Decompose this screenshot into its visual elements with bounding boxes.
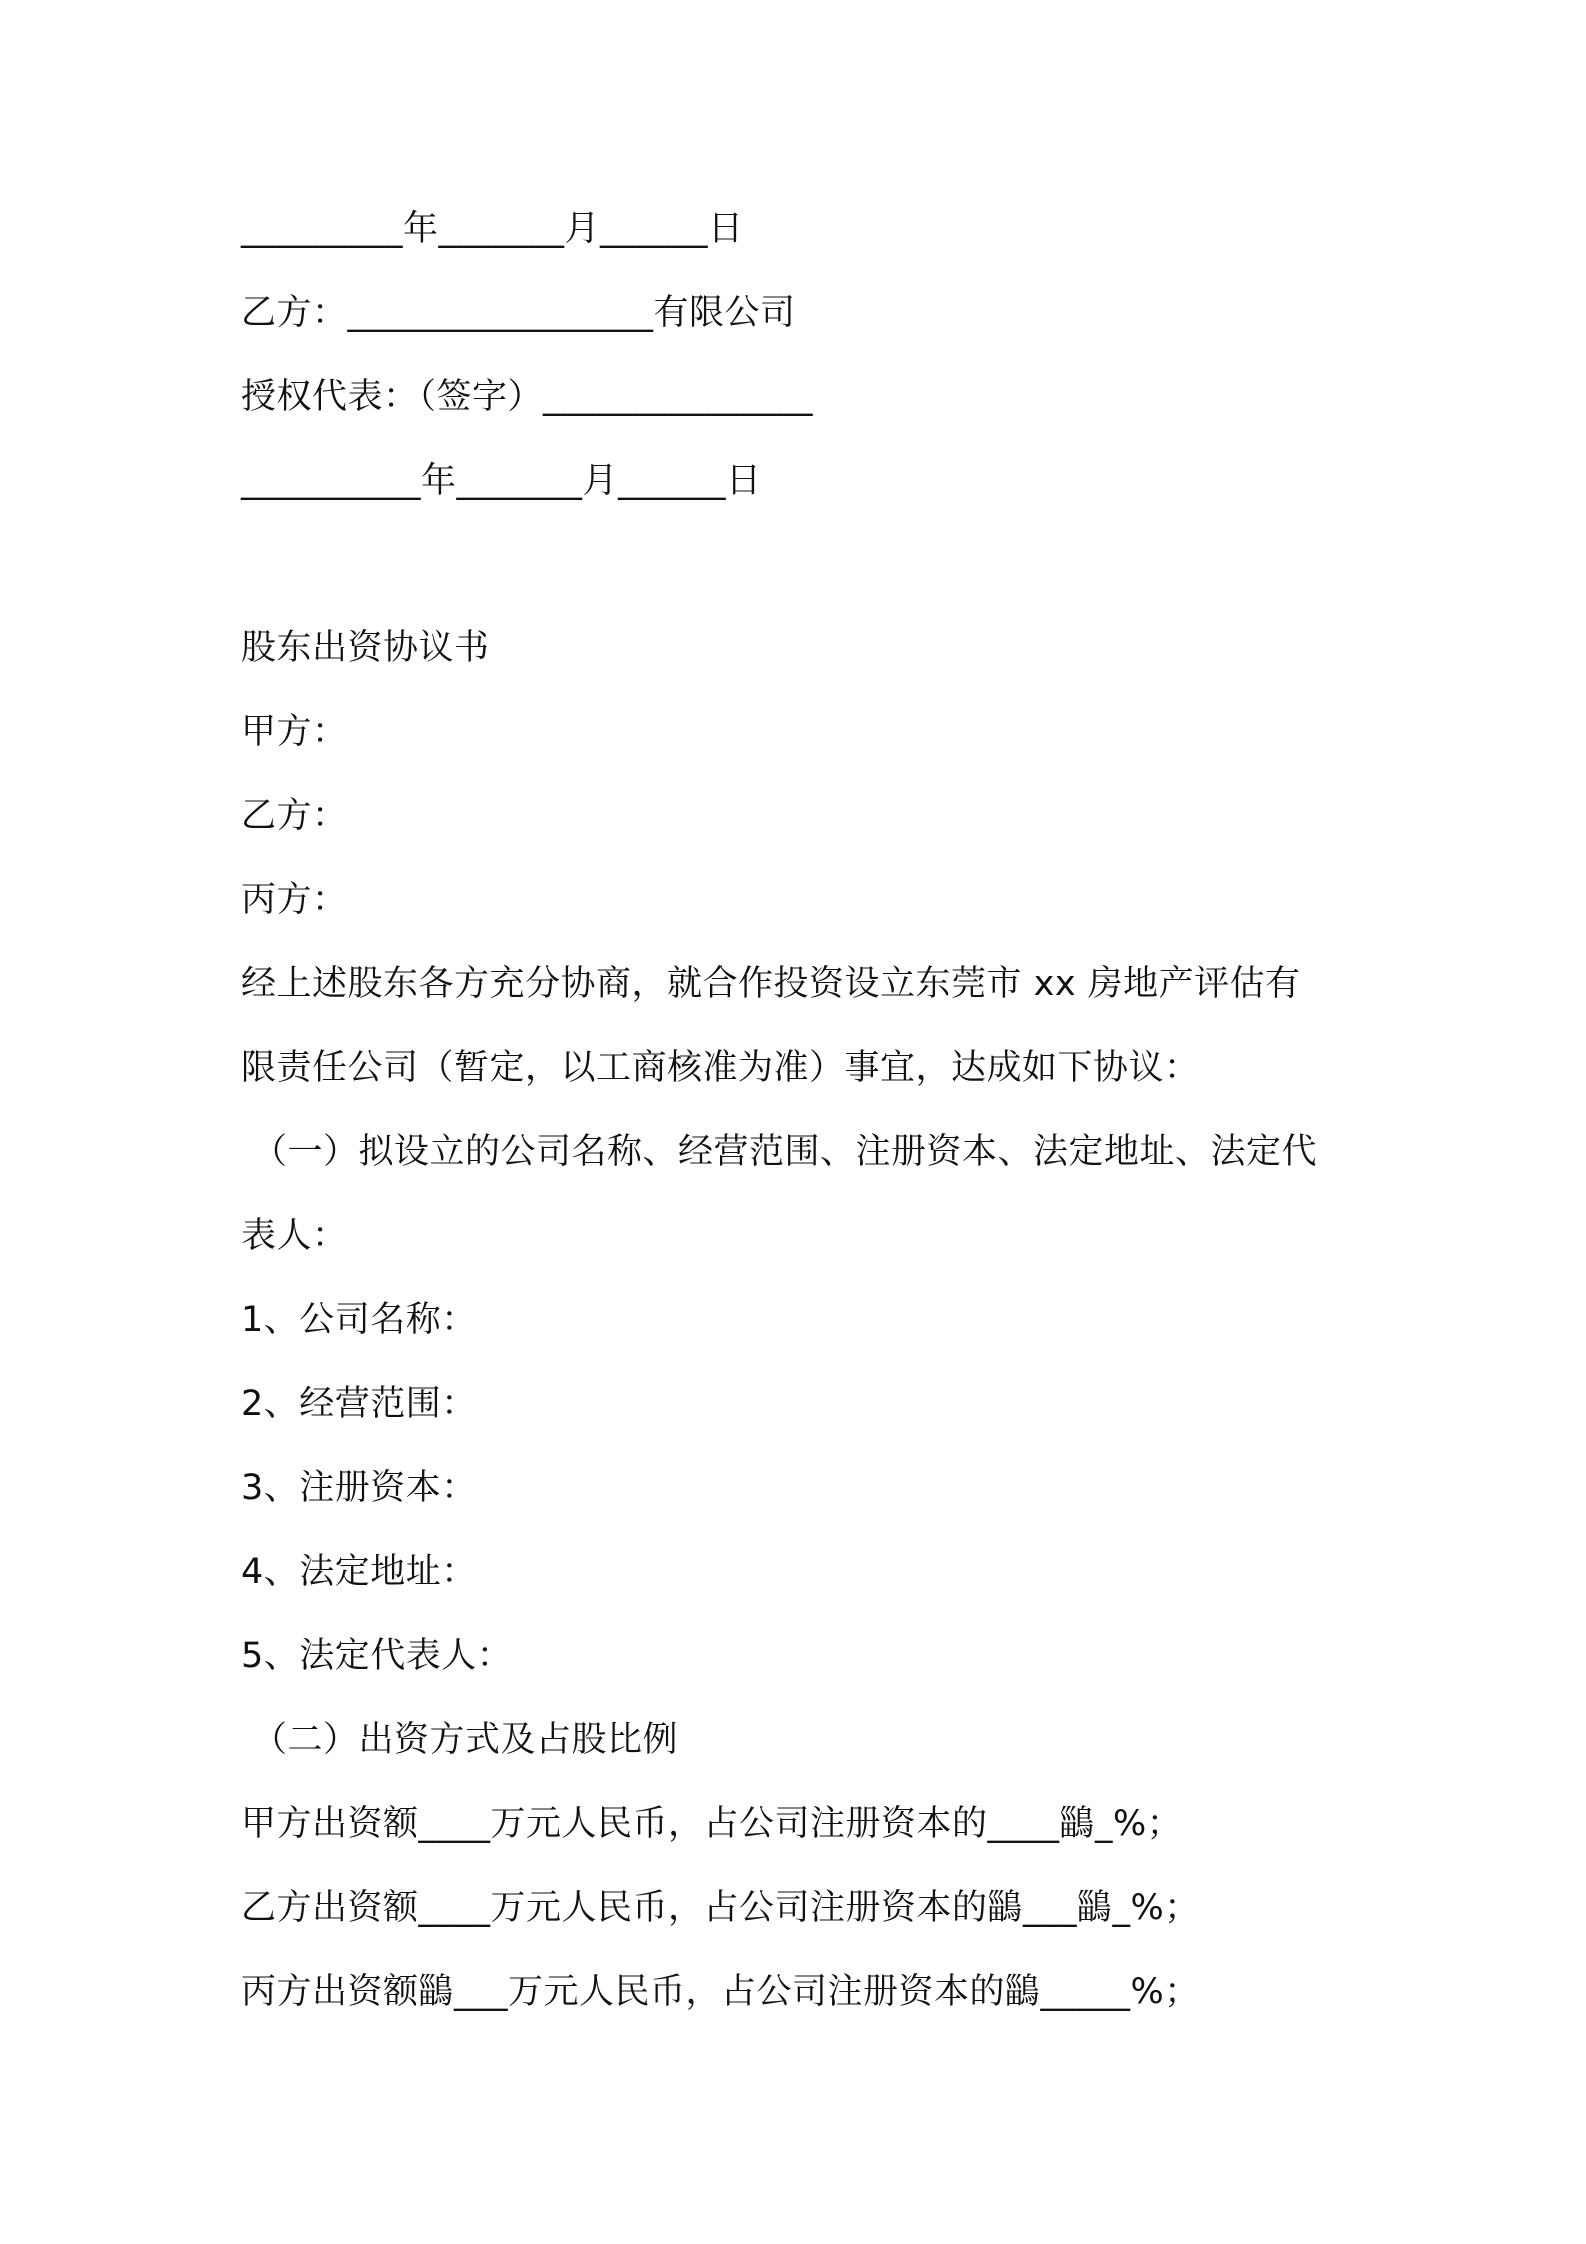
party-b-contribution: 乙方出资额____万元人民币，占公司注册资本的鶅___鶅_%； <box>241 1888 1200 1928</box>
authorized-representative-line: 授权代表：（签字）_______________ <box>241 377 814 417</box>
party-c-label: 丙方： <box>241 880 348 920</box>
list-item-legal-representative: 5、法定代表人： <box>241 1636 513 1676</box>
date-line-1: _________年_______月______日 <box>241 209 744 249</box>
list-item-business-scope: 2、经营范围： <box>241 1384 477 1424</box>
party-b-label: 乙方： <box>241 796 348 836</box>
list-item-legal-address: 4、法定地址： <box>241 1552 477 1592</box>
party-a-contribution: 甲方出资额____万元人民币，占公司注册资本的____鶅_%； <box>241 1804 1183 1844</box>
section-1-heading-continued: 表人： <box>241 1216 348 1256</box>
date-line-2: __________年_______月______日 <box>241 461 762 501</box>
party-c-contribution: 丙方出资额鶅___万元人民币，占公司注册资本的鶅_____%； <box>241 1972 1200 2012</box>
preamble-line-1: 经上述股东各方充分协商，就合作投资设立东莞市 xx 房地产评估有 <box>241 964 1301 1004</box>
party-b-signature-line: 乙方：_________________有限公司 <box>241 293 796 333</box>
party-a-label: 甲方： <box>241 712 348 752</box>
list-item-company-name: 1、公司名称： <box>241 1300 477 1340</box>
list-item-registered-capital: 3、注册资本： <box>241 1468 477 1508</box>
section-1-heading: （一）拟设立的公司名称、经营范围、注册资本、法定地址、法定代 <box>252 1132 1318 1172</box>
section-2-heading: （二）出资方式及占股比例 <box>252 1720 679 1760</box>
preamble-line-2: 限责任公司（暂定，以工商核准为准）事宜，达成如下协议： <box>241 1048 1200 1088</box>
document-title: 股东出资协议书 <box>241 628 490 668</box>
